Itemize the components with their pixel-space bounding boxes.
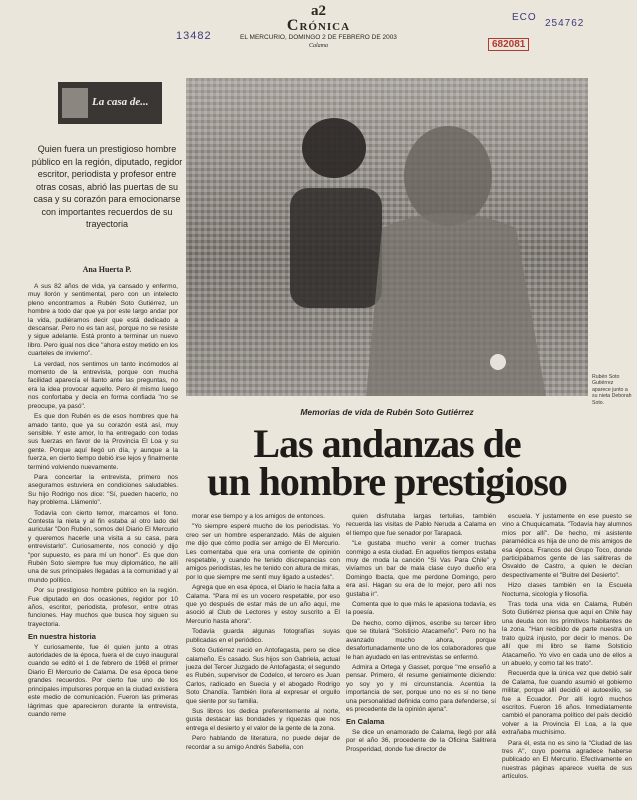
headline-line-1: Las andanzas de	[253, 421, 521, 466]
city-logo: Calama	[308, 43, 328, 49]
headline	[186, 421, 588, 504]
paragraph: quien disfrutaba largas tertulias, también recuerda las visitas de Pablo Neruda a Calama en el tiempo que fue senador por Tarapacá.	[346, 513, 496, 537]
paragraph: Comenta que lo que más le apasiona todavía, es la poesía.	[346, 601, 496, 617]
paragraph: La verdad, nos sentimos un tanto incómodos al momento de la entrevista, porque con mucha facilidad aparecía el llanto ante las preguntas, no era la idea provocar aquello. Pero él mismo luego nos confortaba y decía en forma confiada "no se preocupe, ya pasó".	[28, 360, 178, 410]
paragraph: Recuerda que la única vez que debió salir de Calama, fue cuando asumió el gobierno militar, porque allí decidió el autoexilio, se fue a Ecuador. Por allí logró muchos escritos. Fueron 16 años. Inmediatamente cambió el panorama político del país decidió volver a la Provincia El Loa, a la que extrañaba muchísimo.	[502, 670, 632, 737]
paragraph: Tras toda una vida en Calama, Rubén Soto Gutiérrez piensa que aquí en Chile hay una deuda con los primitivos habitantes de la zona. "Han recibido de parte nuestra un trato quizá injusto, por decir lo menos. De allí que mi libro se llame Solsticio Atacameño. Yo vivo en cada uno de ellos a un abuelo, y como tal les trato".	[502, 601, 632, 667]
series-tag-photo	[62, 88, 88, 118]
paragraph: Se dice un enamorado de Calama, llegó por allá por el año 36, procedente de la Oficina Salitrera Prosperidad, donde fue director de	[346, 728, 496, 753]
paragraph: Por su prestigioso hombre público en la región. Fue diputado en dos ocasiones, regidor por 10 años, escritor, periodista, profesor, entre otras funciones. Hay muchos que busca hoy siguen su trayectoria.	[28, 587, 178, 628]
paragraph: Para él, esta no es sino la "Ciudad de las tres A", cuyo poema agradece haberse publicado en El Mercurio. Efectivamente en nuestras páginas aparece vuelta de sus artículos.	[502, 739, 632, 781]
paragraph: morar ese tiempo y a los amigos de entonces.	[192, 513, 325, 520]
handwritten-reference: 254762	[545, 18, 585, 29]
paragraph: Para concertar la entrevista, primero nos aseguramos estuviera en condiciones saludables. Su hijo Rodrigo nos dice: "Sí, pueden hacerlo, no hay problema. Llámenlo".	[28, 473, 178, 507]
body-column-2	[186, 513, 340, 800]
paragraph: Todavía guarda algunas fotografías suyas publicadas en el periódico.	[186, 628, 340, 644]
paragraph: "Le gustaba mucho venir a comer truchas conmigo a esta ciudad. En aquellos tiempos estaba muy de moda la canción "Si Vas Para Chile" y vivíamos un bar de mala clase cuyo dueño era Domingo Ibacta, que me perdone Domingo, pero era así. Hagan su era de lo mejor, pero allí nos gustaba ir".	[346, 540, 496, 598]
subheading: En Calama	[346, 717, 385, 727]
dateline: EL MERCURIO, DOMINGO 2 DE FEBRERO DE 2003	[240, 34, 397, 41]
photo-figures	[186, 78, 588, 396]
paragraph: Y curiosamente, fue él quien junto a otras autoridades de la época, fuera el de cuyo inaugural cuando se editó el 1 de febrero de 1968 el primer Diario El Mercurio de Calama. De esa época tiene grandes recuerdos. Por cierto fue uno de los principales impulsores porque en la ciudad existiera este medio de comunicación. Fueron las primeras lágrimas que aparecieron durante la entrevista, cuando reme	[28, 643, 178, 718]
body-column-4	[502, 513, 632, 800]
paragraph: Hizo clases también en la Escuela Nocturna, sicología y filosofía.	[502, 582, 632, 598]
subheading: En nuestra historia	[28, 632, 96, 642]
paragraph: Es que don Rubén es de esos hombres que ha amado tanto, que ya su corazón está así, muy sensible. Y este amor, lo ha entregado con todas sus fuerzas en favor de la Provincia El Loa y su gente. Porque aquí llegó un día, y aunque a la fuerza, en cierto tiempo debió irse lejos y finalmente terminó volviendo nuevamente.	[28, 413, 178, 471]
paragraph: Admira a Ortega y Gasset, porque "me enseñó a pensar. Primero, él resume genialmente diciendo: yo soy yo y mi circunstancia. Acentúa la importancia de ser, porque uno no es sí no tiene una personalidad definida como para defenderse, sí es precedente de la opinión ajena".	[346, 663, 496, 713]
left-column	[28, 283, 178, 800]
series-tag-box	[58, 82, 162, 124]
series-tag-label: La casa de...	[92, 96, 149, 108]
paragraph: "Yo siempre esperé mucho de los periodistas. Yo creo ser un hombre esperanzado. Más de alguien me dijo que cómo podía ser amigo de El Mercurio. Les comentaba que era una corriente de opinión respetable, y cuando he tenido discrepancias con amigos periodistas, les he tenido con altura de miras, por lo que siempre me sentí muy ligado a ustedes".	[186, 523, 340, 581]
paragraph: Soto Gutiérrez nació en Antofagasta, pero se dice calameño. Es casado. Sus hijos son Gabriela, actual jueza del Tercer Juzgado de Antofagasta; el segundo es Rubén, supervisor de Codelco, el tercero es Juan Carlos, radicado en Suecia y el abogado Rodrigo Soto Chandía. También llora al expresar el orgullo que siente por su familia.	[186, 647, 340, 705]
body-column-3	[346, 513, 496, 800]
page-header	[0, 4, 637, 50]
paragraph: De hecho, como dijimos, escribe su tercer libro que se titulará "Solsticio Atacameño". Pero no ha avanzado mucho ahora, porque desafortunadamente uno de los colaboradores que le han ayudado en las entrevistas se enfermó.	[346, 619, 496, 661]
paragraph: Pero hablando de literatura, no puede dejar de recordar a su amigo Andrés Sabella, con	[186, 735, 340, 751]
photo-caption: Rubén Soto Gutiérrez aparece junto a su nieta Deborah Soto.	[592, 374, 632, 406]
kicker: Memorias de vida de Rubén Soto Gutiérrez	[300, 407, 474, 417]
headline-line-2: un hombre prestigioso	[207, 459, 567, 504]
paragraph: Todavía con cierto temor, marcamos el fono. Contesta la nieta y al fin estaba al otro lado del auricular "Don Rubén, somos del Diario El Mercurio y queremos hacerle una visita a su casa, para entrevistarlo". Curiosamente, nos conoció y dijo "por supuesto, es para mí un honor". Es que don Rubén Soto siempre fue muy diplomático, he allí una de sus principales llegadas a la comunidad y al mundo político.	[28, 509, 178, 584]
handwritten-code: ECO	[512, 12, 537, 23]
handwritten-number: 13482	[176, 30, 212, 42]
red-stamp: 682081	[488, 38, 529, 51]
page-number: a2	[311, 3, 326, 19]
section-title: Crónica	[286, 17, 351, 34]
paragraph: A sus 82 años de vida, ya cansado y enfermo, muy llorón y sentimental, pero con un intelecto pleno encontramos a Rubén Soto Gutiérrez, un hombre a todo dar que ya por este largo andar por la vida, pudiéramos decir que está dedicado a descansar. Pero no es tan así, porque no se resiste y sigue adelante. Está pronto a terminar un nuevo libro. Pero igual nos dice "ahora estoy metido en los cuarteles de invierno".	[28, 283, 178, 358]
paragraph: Agrega que en esa época, el Diario le hacía falta a Calama. "Para mí es un vocero respetable, por eso que yo después de estar más de un año aquí, me asoció al Club de Lectores y estoy suscrito a El Mercurio hasta ahora".	[186, 584, 340, 625]
paragraph: Sus libros los dedica preferentemente al norte, gusta destacar las bondades y riquezas que nos entrega el desierto y el valor de la gente de la zona.	[186, 707, 340, 732]
byline: Ana Huerta P.	[82, 265, 132, 274]
main-photo	[186, 78, 588, 396]
paragraph: escuela. Y justamente en ese puesto se vino a Chuquicamata. "Todavía hay alumnos míos por allí". De hecho, mi asistente paramédica es hija de uno de mis amigos de esa época. Francos del Grupo Toco, donde participábamos gente de las salitreras de Osvaldo de Castro, a quien le decían despectivamente el "Buitre del Desierto".	[502, 513, 632, 579]
intro-text: Quien fuera un prestigioso hombre público en la región, diputado, regidor escritor, periodista y profesor entre otras cosas, abrió las puertas de su casa y su corazón para emocionarse con importantes recuerdos de su trayectoria	[31, 144, 183, 229]
